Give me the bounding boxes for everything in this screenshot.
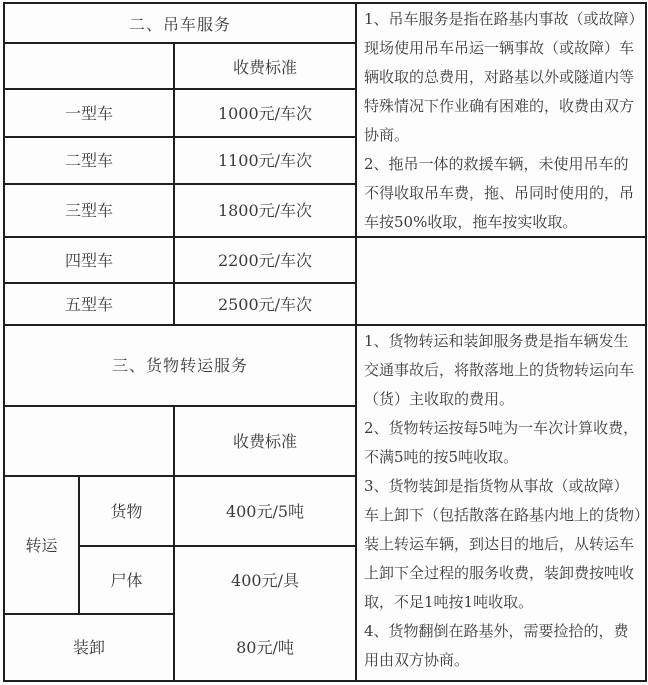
crane-row-price: 2500元/车次 <box>217 294 313 314</box>
transfer-group-label: 转运 <box>25 535 58 555</box>
transfer-row-label: 尸体 <box>110 570 143 590</box>
crane-note-2: 2、拖吊一体的救援车辆，未使用吊车的不得收取吊车费，拖、吊同时使用的，吊车按50%收取，拖车按实收取。 <box>364 155 635 231</box>
crane-section-title: 二、吊车服务 <box>128 14 231 34</box>
crane-fee-header: 收费标准 <box>232 57 297 77</box>
transfer-section-title: 三、货物转运服务 <box>111 356 248 375</box>
loading-row-price: 80元/吨 <box>236 638 294 657</box>
transfer-note-1: 1、货物转运和装卸服务费是指车辆发生交通事故后，将散落地上的货物转运向车（货）主收取的费用。 <box>364 332 635 408</box>
loading-row-label: 装卸 <box>72 638 105 657</box>
grid-line-right-border <box>645 2 647 682</box>
transfer-row-price: 400元/具 <box>231 570 299 590</box>
empty-cell-right <box>357 238 645 322</box>
crane-row-label: 一型车 <box>64 103 113 123</box>
transfer-row-label: 货物 <box>110 501 143 521</box>
crane-row-price: 1800元/车次 <box>217 201 313 220</box>
crane-row-label: 三型车 <box>64 201 113 220</box>
transfer-fee-header: 收费标准 <box>232 431 297 451</box>
crane-note-1: 1、吊车服务是指在路基内事故（或故障）现场使用吊车吊运一辆事故（或故障）车辆收取的总费用，对路基以外或隧道内等特殊情况下作业确有困难的，收费由双方协商。 <box>364 10 637 144</box>
crane-row-price: 1100元/车次 <box>217 151 313 170</box>
empty-cell-transfer-header <box>5 407 173 473</box>
transfer-note-4: 4、货物翻倒在路基外，需要捡拾的，费用由双方协商。 <box>364 622 629 669</box>
empty-cell-crane-header <box>5 44 173 88</box>
transfer-note-3: 3、货物装卸是指货物从事故（或故障）车上卸下（包括散落在路基内地上的货物）装上转运车辆，到达目的地后，从转运车上卸下全过程的服务收费，装卸费按吨收取，不足1吨按1吨收取。 <box>364 477 642 611</box>
transfer-note-2: 2、货物转运按每5吨为一车次计算收费，不满5吨的按5吨收取。 <box>364 419 639 466</box>
crane-row-price: 2200元/车次 <box>217 250 313 270</box>
crane-notes <box>357 4 645 234</box>
crane-row-label: 二型车 <box>64 151 113 170</box>
transfer-notes <box>357 326 645 678</box>
grid-line-bottom <box>3 680 647 682</box>
crane-row-price: 1000元/车次 <box>217 103 313 123</box>
crane-row-label: 四型车 <box>64 250 113 270</box>
transfer-row-price: 400元/5吨 <box>225 501 305 521</box>
crane-row-label: 五型车 <box>64 294 113 314</box>
